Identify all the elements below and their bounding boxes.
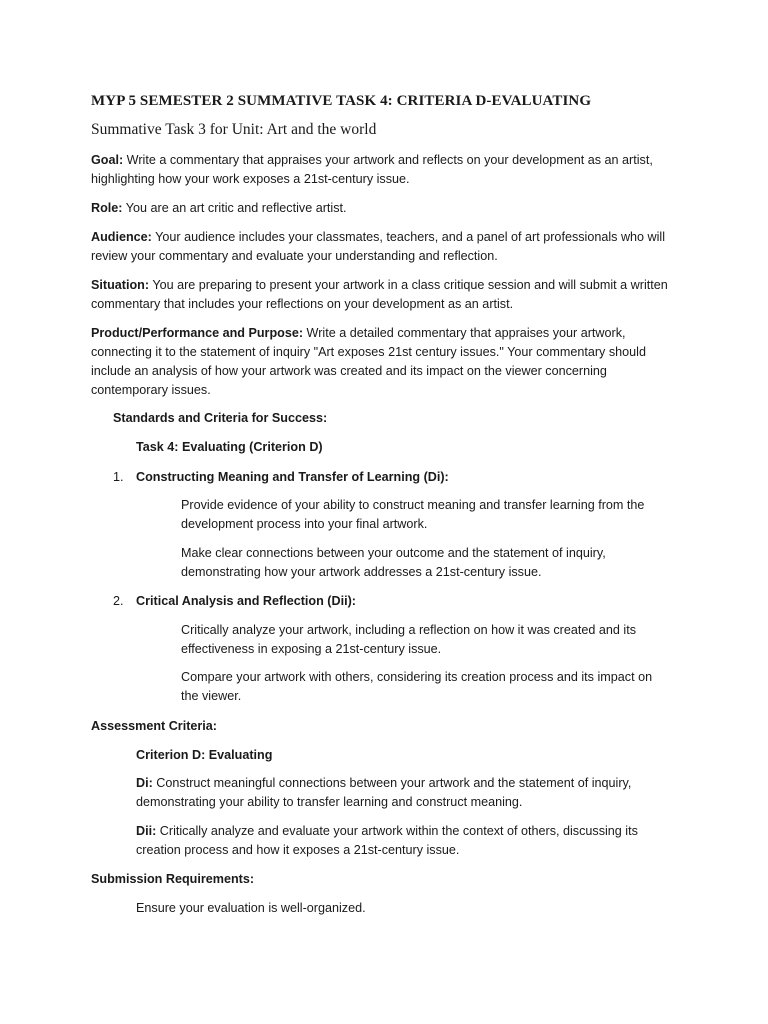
- submission-heading: Submission Requirements:: [91, 872, 255, 886]
- item-1-heading: Constructing Meaning and Transfer of Learning (Di):: [136, 470, 449, 484]
- product-text-line-4: contemporary issues.: [91, 383, 211, 397]
- standards-heading: Standards and Criteria for Success:: [113, 411, 328, 425]
- product-paragraph: [91, 324, 646, 400]
- submission-text: Ensure your evaluation is well-organized.: [136, 901, 366, 915]
- audience-text-line-2: review your commentary and evaluate your understanding and reflection.: [91, 249, 498, 263]
- dii-text-line-2: creation process and how it exposes a 21st-century issue.: [136, 843, 460, 857]
- item-1-paragraph-2: [181, 544, 606, 582]
- goal-paragraph: [91, 151, 653, 189]
- audience-text-line-1: Your audience includes your classmates, teachers, and a panel of art professionals who will: [151, 230, 666, 244]
- criterion-heading: Criterion D: Evaluating: [136, 748, 273, 762]
- goal-text-line-1: Write a commentary that appraises your artwork and reflects on your development as an artist,: [123, 153, 653, 167]
- audience-paragraph: [91, 228, 665, 266]
- item-1-paragraph-1: [181, 496, 644, 534]
- situation-text-line-1: You are preparing to present your artwork in a class critique session and will submit a written: [149, 278, 668, 292]
- item-2-heading: Critical Analysis and Reflection (Dii):: [136, 594, 356, 608]
- goal-text-line-2: highlighting how your work exposes a 21st-century issue.: [91, 172, 410, 186]
- item-1-paragraph-1-line-1: Provide evidence of your ability to construct meaning and transfer learning from the: [181, 498, 645, 512]
- task-heading: Task 4: Evaluating (Criterion D): [136, 440, 323, 454]
- item-2-paragraph-1-line-2: effectiveness in exposing a 21st-century issue.: [181, 642, 442, 656]
- item-2-paragraph-2: [181, 668, 652, 706]
- item-1-paragraph-2-line-1: Make clear connections between your outcome and the statement of inquiry,: [181, 546, 606, 560]
- audience-label: Audience:: [91, 230, 152, 244]
- item-2-number: 2.: [113, 594, 124, 608]
- item-1-number: 1.: [113, 470, 124, 484]
- di-text-line-2: demonstrating your ability to transfer learning and construct meaning.: [136, 795, 523, 809]
- di-paragraph: [136, 774, 631, 812]
- document-subtitle: Summative Task 3 for Unit: Art and the world: [91, 121, 377, 138]
- goal-label: Goal:: [91, 153, 124, 167]
- dii-text-line-1: Critically analyze and evaluate your artwork within the context of others, discussing its: [156, 824, 638, 838]
- role-paragraph: [91, 199, 346, 218]
- product-text-line-3: include an analysis of how your artwork was created and its impact on the viewer concerning: [91, 364, 607, 378]
- item-2-paragraph-2-line-2: the viewer.: [181, 689, 242, 703]
- role-label: Role:: [91, 201, 123, 215]
- document-title: MYP 5 SEMESTER 2 SUMMATIVE TASK 4: CRITERIA D-EVALUATING: [91, 93, 592, 109]
- situation-label: Situation:: [91, 278, 150, 292]
- situation-paragraph: [91, 276, 668, 314]
- assessment-heading: Assessment Criteria:: [91, 719, 217, 733]
- item-2-paragraph-1: [181, 621, 636, 659]
- item-1-paragraph-1-line-2: development process into your final artwork.: [181, 517, 428, 531]
- item-2-paragraph-1-line-1: Critically analyze your artwork, including a reflection on how it was created and its: [181, 623, 636, 637]
- item-2-paragraph-2-line-1: Compare your artwork with others, considering its creation process and its impact on: [181, 670, 653, 684]
- dii-label: Dii:: [136, 824, 157, 838]
- product-text-line-1: Write a detailed commentary that appraises your artwork,: [303, 326, 626, 340]
- product-label: Product/Performance and Purpose:: [91, 326, 304, 340]
- item-1-paragraph-2-line-2: demonstrating how your artwork addresses a 21st-century issue.: [181, 565, 542, 579]
- product-text-line-2: connecting it to the statement of inquiry "Art exposes 21st century issues." Your commentary should: [91, 345, 646, 359]
- di-label: Di:: [136, 776, 153, 790]
- di-text-line-1: Construct meaningful connections between your artwork and the statement of inquiry,: [152, 776, 632, 790]
- dii-paragraph: [136, 822, 638, 860]
- situation-text-line-2: commentary that includes your reflections on your development as an artist.: [91, 297, 514, 311]
- role-text: You are an art critic and reflective artist.: [122, 201, 347, 215]
